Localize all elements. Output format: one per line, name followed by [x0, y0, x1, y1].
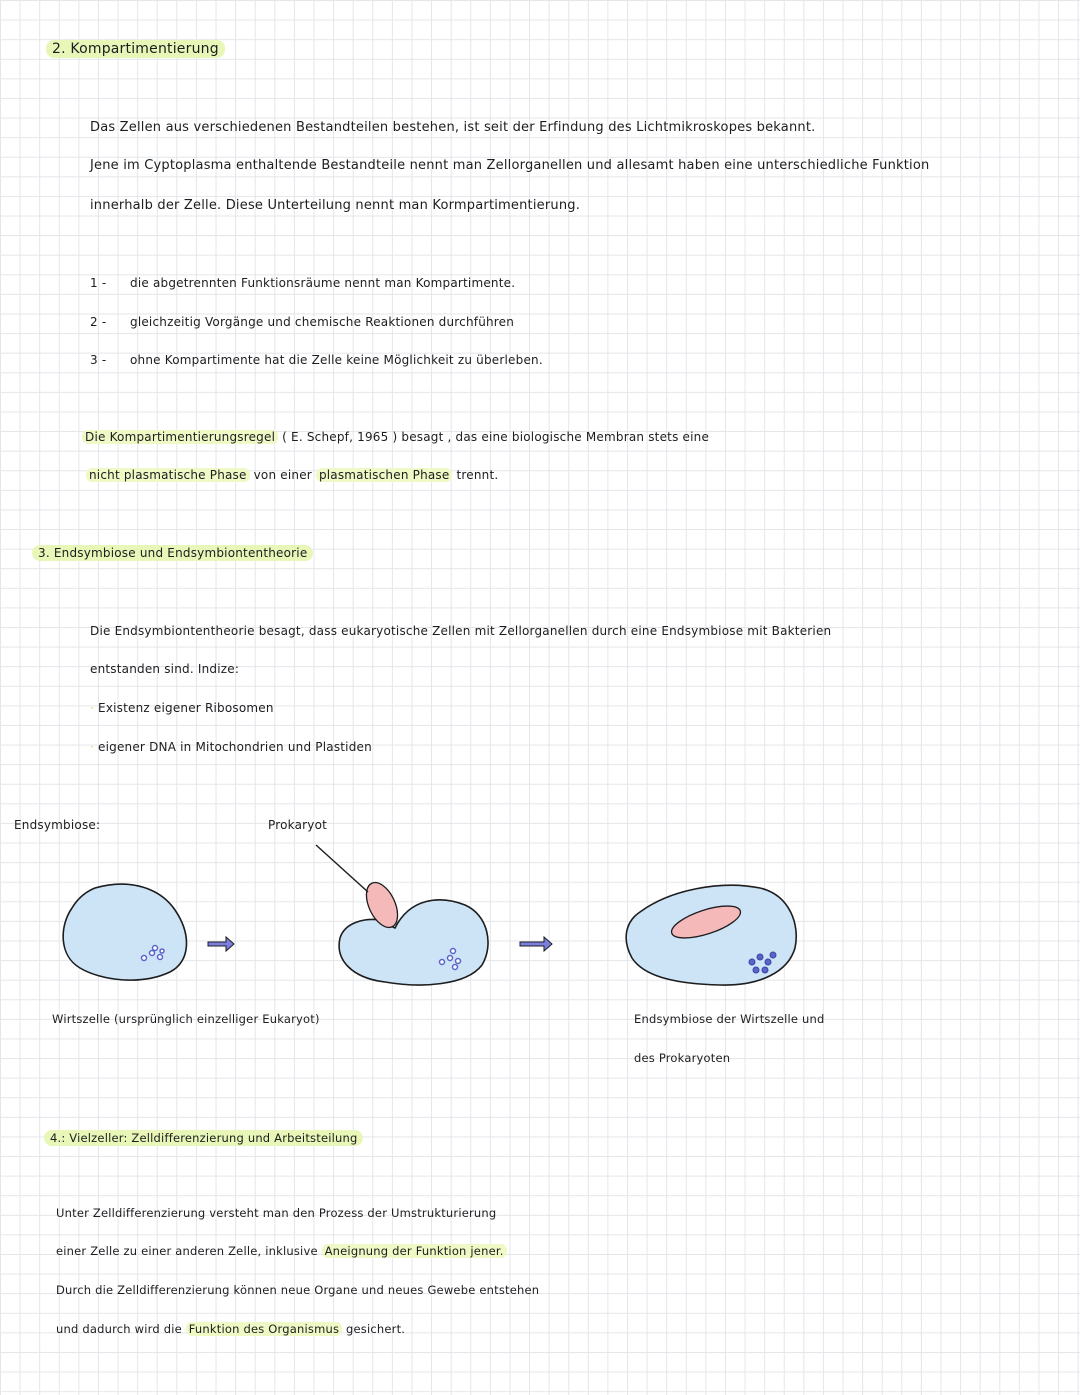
rule-text: von einer — [253, 468, 312, 482]
paragraph-line: Jene im Cyptoplasma enthaltende Bestandteile nennt man Zellorganellen und allesamt haben eine unterschiedliche Funktion — [90, 158, 930, 173]
caption-endsymbiose: Endsymbiose der Wirtszelle und — [634, 1012, 825, 1026]
paragraph-text: und dadurch wird die — [56, 1322, 182, 1336]
list-number: 3 - — [90, 353, 107, 367]
paragraph-line: Die Endsymbiontentheorie besagt, dass eukaryotische Zellen mit Zellorganellen durch eine Endsymbiose mit Bakterien — [90, 624, 832, 638]
bullet-item: · Existenz eigener Ribosomen — [90, 701, 274, 715]
host-cell — [63, 884, 186, 980]
section-heading-vielzeller: 4.: Vielzeller: Zelldifferenzierung und Arbeitsteilung — [44, 1130, 363, 1146]
paragraph-line: Durch die Zelldifferenzierung können neue Organe und neues Gewebe entstehen — [56, 1283, 540, 1297]
rule-text: ( E. Schepf, 1965 ) besagt , das eine biologische Membran stets eine — [282, 430, 710, 444]
paragraph-line: Das Zellen aus verschiedenen Bestandteilen bestehen, ist seit der Erfindung des Lichtmikroskopes bekannt. — [90, 120, 816, 135]
paragraph-text: gesichert. — [346, 1322, 406, 1336]
caption-wirtszelle: Wirtszelle (ursprünglich einzelliger Eukaryot) — [52, 1012, 320, 1026]
highlight-text: Funktion des Organismus — [186, 1322, 342, 1336]
host-cell — [339, 900, 488, 985]
host-cell — [626, 885, 796, 985]
list-item: die abgetrennten Funktionsräume nennt man Kompartimente. — [130, 276, 516, 290]
caption-endsymbiose: des Prokaryoten — [634, 1051, 731, 1065]
diagram-label-endsymbiose: Endsymbiose: — [14, 818, 101, 832]
list-item: gleichzeitig Vorgänge und chemische Reaktionen durchführen — [130, 315, 515, 329]
paragraph-text: einer Zelle zu einer anderen Zelle, inklusive — [56, 1244, 318, 1258]
arrow-icon — [520, 937, 552, 951]
phase-highlight: nicht plasmatische Phase — [86, 468, 250, 482]
highlight-text: Aneignung der Funktion jener. — [322, 1244, 507, 1258]
diagram-label-prokaryot: Prokaryot — [268, 818, 328, 832]
arrow-icon — [208, 937, 234, 951]
paragraph-line: innerhalb der Zelle. Diese Unterteilung nennt man Kormpartimentierung. — [90, 198, 581, 213]
endosymbiosis-diagram — [0, 800, 1080, 1000]
list-number: 1 - — [90, 276, 107, 290]
list-item: ohne Kompartimente hat die Zelle keine Möglichkeit zu überleben. — [130, 353, 543, 367]
list-number: 2 - — [90, 315, 107, 329]
section-heading-endsymbiose: 3. Endsymbiose und Endsymbiontentheorie — [32, 545, 313, 561]
phase-highlight: plasmatischen Phase — [316, 468, 453, 482]
rule-name-highlight: Die Kompartimentierungsregel — [82, 430, 278, 444]
pointer-line — [316, 845, 368, 892]
section-heading-kompartimentierung: 2. Kompartimentierung — [46, 40, 225, 58]
paragraph-line: entstanden sind. Indize: — [90, 662, 240, 676]
bullet-item: · eigener DNA in Mitochondrien und Plastiden — [90, 740, 372, 754]
paragraph-line: Unter Zelldifferenzierung versteht man den Prozess der Umstrukturierung — [56, 1206, 497, 1220]
rule-text: trennt. — [456, 468, 499, 482]
